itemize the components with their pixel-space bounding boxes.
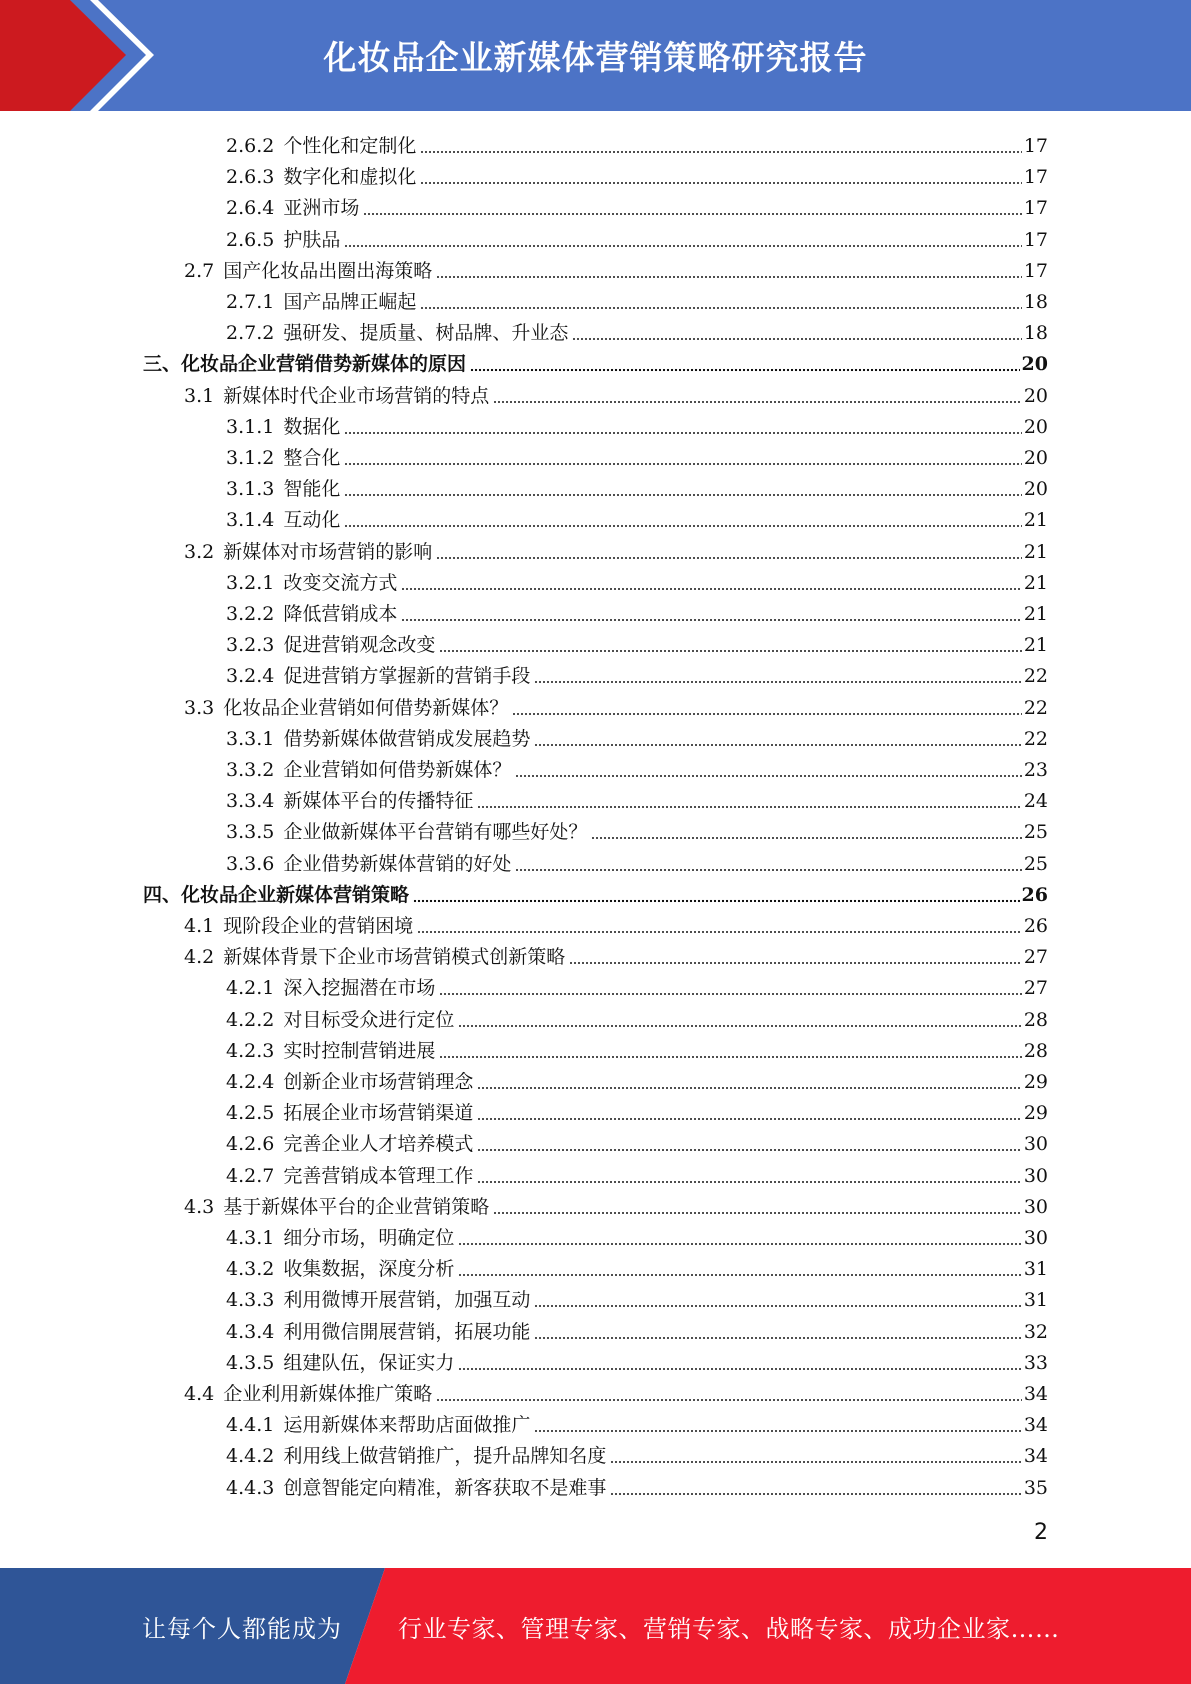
toc-dot-leader — [534, 1321, 1021, 1341]
toc-entry[interactable] — [226, 1281, 1048, 1312]
toc-entry-label — [184, 696, 512, 720]
toc-entry-label — [226, 1132, 477, 1156]
toc-entry-label — [226, 321, 572, 345]
toc-entry-page: 20 — [1023, 416, 1048, 438]
toc-entry[interactable] — [226, 969, 1048, 1000]
toc-entry[interactable] — [143, 345, 1048, 376]
toc-entry-label — [143, 883, 413, 907]
toc-entry-number: 2.6.4 — [226, 197, 275, 219]
toc-entry-page: 26 — [1023, 915, 1048, 937]
toc-entry-title: 组建队伍，保证实力 — [283, 1352, 455, 1374]
toc-entry-label — [226, 134, 420, 158]
toc-entry-label — [184, 945, 569, 969]
toc-dot-leader — [439, 977, 1021, 997]
toc-entry-title: 企业借势新媒体营销的好处 — [283, 853, 512, 875]
toc-entry-label — [226, 571, 401, 595]
toc-entry-number: 4.2.4 — [226, 1071, 275, 1093]
toc-entry-number: 4.3.5 — [226, 1352, 275, 1374]
toc-entry[interactable] — [226, 1032, 1048, 1063]
toc-entry-title: 改变交流方式 — [283, 572, 398, 594]
toc-entry-page: 21 — [1023, 509, 1048, 531]
toc-entry-number: 3.3.1 — [226, 728, 275, 750]
toc-entry-label — [226, 477, 344, 501]
toc-entry-number: 4.2.7 — [226, 1165, 275, 1187]
toc-entry-label — [226, 976, 439, 1000]
toc-entry-label — [226, 1070, 477, 1094]
toc-entry[interactable] — [226, 314, 1048, 345]
toc-entry[interactable] — [226, 595, 1048, 626]
toc-dot-leader — [534, 728, 1021, 748]
toc-entry-page: 34 — [1023, 1414, 1048, 1436]
toc-entry-label — [226, 290, 420, 314]
toc-dot-leader — [610, 1445, 1021, 1465]
toc-entry-number: 4.3.2 — [226, 1258, 275, 1280]
toc-entry-number: 4.4.1 — [226, 1414, 275, 1436]
toc-entry[interactable] — [184, 1375, 1048, 1406]
toc-dot-leader — [572, 322, 1021, 342]
toc-entry-title: 企业利用新媒体推广策略 — [223, 1383, 433, 1405]
toc-entry[interactable] — [226, 845, 1048, 876]
toc-entry[interactable] — [226, 1063, 1048, 1094]
toc-entry-label — [226, 758, 515, 782]
toc-dot-leader — [458, 1352, 1021, 1372]
toc-entry[interactable] — [226, 1250, 1048, 1281]
toc-entry-page: 23 — [1023, 759, 1048, 781]
toc-entry-page: 31 — [1023, 1258, 1048, 1280]
toc-entry-number: 2.7 — [184, 260, 215, 282]
toc-dot-leader — [591, 821, 1021, 841]
toc-entry-label — [226, 1444, 610, 1468]
toc-dot-leader — [436, 1383, 1022, 1403]
toc-entry-title: 新媒体时代企业市场营销的特点 — [223, 385, 490, 407]
toc-entry-page: 21 — [1023, 634, 1048, 656]
toc-entry-title: 促进营销方掌握新的营销手段 — [283, 665, 531, 687]
toc-entry-page: 30 — [1023, 1227, 1048, 1249]
toc-entry[interactable] — [226, 1437, 1048, 1468]
toc-entry-label — [226, 820, 591, 844]
toc-entry-page: 17 — [1023, 197, 1048, 219]
toc-entry-number: 4.2.2 — [226, 1009, 275, 1031]
toc-entry-label — [226, 1008, 458, 1032]
document-title: 化妆品企业新媒体营销策略研究报告 — [323, 38, 868, 77]
toc-dot-leader — [477, 1102, 1021, 1122]
toc-dot-leader — [413, 884, 1020, 904]
page-footer — [0, 1568, 1191, 1684]
toc-entry-number: 2.6.3 — [226, 166, 275, 188]
toc-dot-leader — [420, 135, 1021, 155]
toc-entry-label — [226, 165, 420, 189]
toc-entry-title: 国产化妆品出圈出海策略 — [223, 260, 433, 282]
toc-dot-leader — [477, 1165, 1021, 1185]
toc-entry-page: 18 — [1023, 291, 1048, 313]
toc-entry-page: 30 — [1023, 1133, 1048, 1155]
toc-entry-number: 4.1 — [184, 915, 215, 937]
toc-dot-leader — [477, 790, 1021, 810]
toc-dot-leader — [493, 385, 1022, 405]
toc-entry-title: 利用微博开展营销，加强互动 — [283, 1289, 531, 1311]
toc-dot-leader — [493, 1196, 1022, 1216]
toc-entry[interactable] — [184, 377, 1048, 408]
toc-dot-leader — [417, 915, 1022, 935]
toc-entry-number: 4.3.4 — [226, 1321, 275, 1343]
toc-entry-page: 25 — [1023, 821, 1048, 843]
toc-entry[interactable] — [226, 1094, 1048, 1125]
toc-dot-leader — [344, 509, 1021, 529]
toc-entry-title: 个性化和定制化 — [283, 135, 417, 157]
toc-entry-number: 2.7.2 — [226, 322, 275, 344]
toc-entry-title: 创新企业市场营销理念 — [283, 1071, 474, 1093]
header-chevron-decoration — [0, 0, 160, 111]
toc-entry-number: 4.4.2 — [226, 1445, 275, 1467]
toc-dot-leader — [534, 1289, 1021, 1309]
toc-entry-title: 数字化和虚拟化 — [283, 166, 417, 188]
toc-entry-number: 4.2.3 — [226, 1040, 275, 1062]
toc-entry-label — [226, 1257, 458, 1281]
toc-entry-title: 新媒体平台的传播特征 — [283, 790, 474, 812]
toc-entry-page: 30 — [1023, 1196, 1048, 1218]
toc-entry-number: 4.2 — [184, 946, 215, 968]
toc-entry[interactable] — [184, 533, 1048, 564]
footer-slogan: 让每个人都能成为 — [142, 1614, 342, 1643]
toc-entry-title: 整合化 — [283, 447, 341, 469]
toc-entry[interactable] — [184, 252, 1048, 283]
toc-entry[interactable] — [226, 782, 1048, 813]
toc-entry-label — [184, 540, 436, 564]
toc-entry-title: 新媒体背景下企业市场营销模式创新策略 — [223, 946, 566, 968]
toc-entry-page: 17 — [1023, 229, 1048, 251]
toc-entry-page: 20 — [1021, 353, 1048, 375]
toc-dot-leader — [363, 197, 1021, 217]
toc-dot-leader — [458, 1258, 1021, 1278]
toc-entry-title: 数据化 — [283, 416, 341, 438]
toc-dot-leader — [477, 1133, 1021, 1153]
toc-entry-title: 智能化 — [283, 478, 341, 500]
toc-dot-leader — [458, 1009, 1021, 1029]
toc-entry-label — [226, 1413, 534, 1437]
toc-entry[interactable] — [226, 751, 1048, 782]
toc-entry-page: 21 — [1023, 541, 1048, 563]
toc-entry-page: 18 — [1023, 322, 1048, 344]
page-header — [0, 0, 1191, 111]
toc-entry-number: 4.2.5 — [226, 1102, 275, 1124]
toc-entry-label — [226, 228, 344, 252]
toc-dot-leader — [344, 478, 1021, 498]
toc-entry-title: 利用微信開展营销，拓展功能 — [283, 1321, 531, 1343]
toc-dot-leader — [515, 853, 1021, 873]
toc-entry-label — [226, 1039, 439, 1063]
toc-entry-number: 3.2.1 — [226, 572, 275, 594]
toc-entry-page: 28 — [1023, 1009, 1048, 1031]
toc-dot-leader — [534, 1414, 1021, 1434]
toc-entry-label — [226, 1226, 458, 1250]
toc-entry-title: 新媒体对市场营销的影响 — [223, 541, 433, 563]
toc-entry-title: 对目标受众进行定位 — [283, 1009, 455, 1031]
toc-entry-number: 2.6.5 — [226, 229, 275, 251]
toc-entry-number: 3.2.2 — [226, 603, 275, 625]
toc-entry[interactable] — [184, 689, 1048, 720]
toc-entry-label — [226, 1101, 477, 1125]
toc-entry-title: 创意智能定向精准，新客获取不是难事 — [283, 1477, 607, 1499]
toc-entry-label — [226, 508, 344, 532]
toc-entry[interactable] — [184, 938, 1048, 969]
toc-dot-leader — [610, 1477, 1021, 1497]
toc-entry-page: 21 — [1023, 572, 1048, 594]
toc-entry-number: 3.1 — [184, 385, 215, 407]
toc-entry-number: 3.3.4 — [226, 790, 275, 812]
toc-entry-number: 4.2.1 — [226, 977, 275, 999]
toc-entry-page: 29 — [1023, 1071, 1048, 1093]
toc-entry-label — [226, 196, 363, 220]
toc-dot-leader — [439, 634, 1021, 654]
toc-entry-number: 4.4 — [184, 1383, 215, 1405]
toc-entry-page: 17 — [1023, 166, 1048, 188]
toc-entry[interactable] — [226, 1469, 1048, 1500]
toc-entry-number: 3.1.1 — [226, 416, 275, 438]
toc-dot-leader — [458, 1227, 1021, 1247]
toc-entry[interactable] — [184, 1188, 1048, 1219]
toc-entry[interactable] — [226, 1125, 1048, 1156]
toc-entry-title: 降低营销成本 — [283, 603, 398, 625]
toc-entry[interactable] — [226, 501, 1048, 532]
toc-entry-title: 实时控制营销进展 — [283, 1040, 436, 1062]
toc-entry[interactable] — [226, 813, 1048, 844]
toc-entry-number: 4.3.3 — [226, 1289, 275, 1311]
toc-dot-leader — [420, 291, 1021, 311]
toc-entry-number: 3.2.4 — [226, 665, 275, 687]
toc-entry-label — [226, 1320, 534, 1344]
toc-dot-leader — [344, 447, 1021, 467]
toc-entry[interactable] — [226, 1219, 1048, 1250]
toc-entry[interactable] — [226, 221, 1048, 252]
toc-entry-label — [184, 1195, 493, 1219]
toc-entry-title: 国产品牌正崛起 — [283, 291, 417, 313]
toc-entry-label — [226, 789, 477, 813]
toc-entry-label — [226, 727, 534, 751]
toc-entry-title: 促进营销观念改变 — [283, 634, 436, 656]
toc-entry[interactable] — [226, 1406, 1048, 1437]
toc-dot-leader — [436, 260, 1022, 280]
toc-entry-page: 34 — [1023, 1383, 1048, 1405]
toc-entry-number: 4.3.1 — [226, 1227, 275, 1249]
toc-entry-page: 27 — [1023, 946, 1048, 968]
toc-entry-page: 17 — [1023, 260, 1048, 282]
toc-entry-label — [184, 384, 493, 408]
toc-entry-page: 22 — [1023, 697, 1048, 719]
toc-entry-label — [226, 1164, 477, 1188]
toc-entry[interactable] — [143, 876, 1048, 907]
toc-entry-label — [226, 1288, 534, 1312]
toc-entry-label — [143, 352, 470, 376]
toc-dot-leader — [470, 353, 1020, 373]
toc-entry-title: 完善营销成本管理工作 — [283, 1165, 474, 1187]
toc-entry-label — [226, 446, 344, 470]
toc-entry-page: 22 — [1023, 728, 1048, 750]
toc-entry-page: 28 — [1023, 1040, 1048, 1062]
toc-entry-title: 现阶段企业的营销困境 — [223, 915, 414, 937]
toc-entry-title: 运用新媒体来帮助店面做推广 — [283, 1414, 531, 1436]
toc-entry-page: 27 — [1023, 977, 1048, 999]
toc-entry[interactable] — [226, 657, 1048, 688]
toc-entry-title: 利用线上做营销推广，提升品牌知名度 — [283, 1445, 607, 1467]
toc-entry-number: 3.3.2 — [226, 759, 275, 781]
toc-entry-page: 29 — [1023, 1102, 1048, 1124]
toc-entry-number: 3.2 — [184, 541, 215, 563]
toc-entry-label — [226, 1351, 458, 1375]
toc-entry-page: 25 — [1023, 853, 1048, 875]
toc-dot-leader — [512, 697, 1022, 717]
toc-entry[interactable] — [226, 283, 1048, 314]
toc-entry-page: 20 — [1023, 385, 1048, 407]
toc-entry-page: 24 — [1023, 790, 1048, 812]
toc-entry-title: 细分市场，明确定位 — [283, 1227, 455, 1249]
toc-entry-title: 三、化妆品企业营销借势新媒体的原因 — [143, 353, 467, 375]
toc-entry[interactable] — [226, 158, 1048, 189]
toc-entry-number: 3.1.2 — [226, 447, 275, 469]
toc-entry-title: 企业营销如何借势新媒体？ — [283, 759, 512, 781]
toc-entry-label — [226, 415, 344, 439]
toc-entry-number: 4.3 — [184, 1196, 215, 1218]
footer-roles: 行业专家、管理专家、营销专家、战略专家、成功企业家…… — [398, 1614, 1060, 1643]
toc-entry[interactable] — [226, 189, 1048, 220]
toc-entry[interactable] — [226, 626, 1048, 657]
toc-entry-page: 34 — [1023, 1445, 1048, 1467]
toc-entry-page: 21 — [1023, 603, 1048, 625]
toc-entry-label — [226, 852, 515, 876]
toc-dot-leader — [344, 416, 1021, 436]
toc-entry-title: 拓展企业市场营销渠道 — [283, 1102, 474, 1124]
toc-entry[interactable] — [226, 1001, 1048, 1032]
toc-entry-title: 基于新媒体平台的企业营销策略 — [223, 1196, 490, 1218]
toc-entry-label — [184, 1382, 436, 1406]
toc-entry[interactable] — [226, 1344, 1048, 1375]
toc-dot-leader — [344, 229, 1021, 249]
toc-entry[interactable] — [226, 408, 1048, 439]
toc-entry-page: 20 — [1023, 447, 1048, 469]
toc-entry-number: 2.6.2 — [226, 135, 275, 157]
toc-dot-leader — [477, 1071, 1021, 1091]
toc-entry-label — [184, 914, 417, 938]
toc-entry-number: 4.2.6 — [226, 1133, 275, 1155]
toc-entry-number: 3.3.6 — [226, 853, 275, 875]
toc-dot-leader — [436, 541, 1022, 561]
toc-entry[interactable] — [226, 1313, 1048, 1344]
toc-entry[interactable] — [226, 127, 1048, 158]
toc-dot-leader — [401, 572, 1021, 592]
toc-entry-number: 4.4.3 — [226, 1477, 275, 1499]
toc-entry[interactable] — [226, 1157, 1048, 1188]
toc-entry-title: 强研发、提质量、树品牌、升业态 — [283, 322, 569, 344]
toc-entry-number: 3.1.4 — [226, 509, 275, 531]
toc-entry-number: 3.3.5 — [226, 821, 275, 843]
toc-entry-number: 3.2.3 — [226, 634, 275, 656]
toc-entry[interactable] — [226, 439, 1048, 470]
toc-entry-label — [226, 1476, 610, 1500]
page-number: 2 — [1034, 1520, 1048, 1545]
toc-entry-title: 互动化 — [283, 509, 341, 531]
toc-entry-title: 企业做新媒体平台营销有哪些好处？ — [283, 821, 588, 843]
toc-entry-title: 深入挖掘潜在市场 — [283, 977, 436, 999]
toc-dot-leader — [515, 759, 1021, 779]
toc-entry-label — [226, 664, 534, 688]
toc-entry-title: 收集数据，深度分析 — [283, 1258, 455, 1280]
toc-entry-label — [226, 633, 439, 657]
toc-entry-page: 32 — [1023, 1321, 1048, 1343]
toc-entry-page: 35 — [1023, 1477, 1048, 1499]
toc-entry[interactable] — [226, 720, 1048, 751]
toc-entry-page: 33 — [1023, 1352, 1048, 1374]
toc-dot-leader — [534, 665, 1021, 685]
toc-entry-label — [184, 259, 436, 283]
toc-dot-leader — [569, 946, 1022, 966]
toc-dot-leader — [420, 166, 1021, 186]
toc-entry-label — [226, 602, 401, 626]
toc-entry-title: 化妆品企业营销如何借势新媒体？ — [223, 697, 509, 719]
toc-dot-leader — [401, 603, 1021, 623]
toc-entry-title: 护肤品 — [283, 229, 341, 251]
toc-entry[interactable] — [226, 564, 1048, 595]
toc-entry-page: 30 — [1023, 1165, 1048, 1187]
toc-entry-title: 借势新媒体做营销成发展趋势 — [283, 728, 531, 750]
toc-entry-page: 17 — [1023, 135, 1048, 157]
toc-entry-number: 3.3 — [184, 697, 215, 719]
toc-entry-page: 22 — [1023, 665, 1048, 687]
toc-entry-title: 亚洲市场 — [283, 197, 360, 219]
toc-dot-leader — [439, 1040, 1021, 1060]
toc-entry-page: 26 — [1021, 884, 1048, 906]
toc-entry-page: 20 — [1023, 478, 1048, 500]
toc-entry-number: 2.7.1 — [226, 291, 275, 313]
toc-entry[interactable] — [226, 470, 1048, 501]
toc-entry-title: 四、化妆品企业新媒体营销策略 — [143, 884, 410, 906]
toc-entry-page: 31 — [1023, 1289, 1048, 1311]
toc-entry[interactable] — [184, 907, 1048, 938]
toc-entry-number: 3.1.3 — [226, 478, 275, 500]
toc-entry-title: 完善企业人才培养模式 — [283, 1133, 474, 1155]
